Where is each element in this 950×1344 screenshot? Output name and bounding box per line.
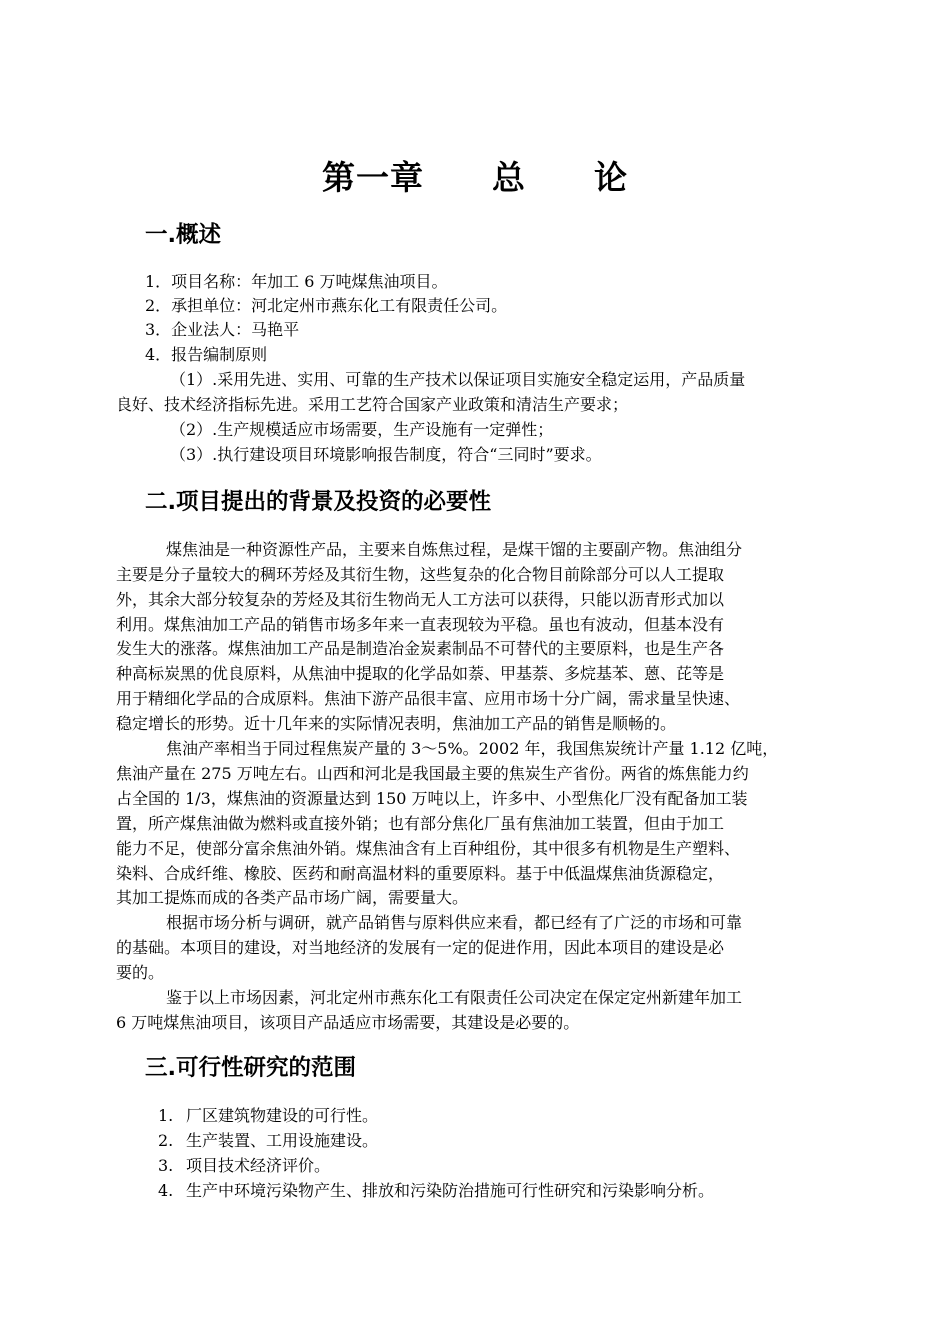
list-text: 生产装置、工用设施建设。 [186,1131,379,1150]
body-line: 6 万吨煤焦油项目，该项目产品适应市场需要，其建设是必要的。 [116,1013,580,1032]
section-heading-scope: 三.可行性研究的范围 [145,1055,357,1081]
body-line: 焦油产量在 275 万吨左右。山西和河北是我国最主要的焦炭生产省份。两省的炼焦能力约 [116,764,749,783]
body-line: 其加工提炼而成的各类产品市场广阔，需要量大。 [116,888,469,907]
overview-item: 4．报告编制原则 [145,345,268,364]
list-number: 1. [158,1106,174,1125]
body-line: 染料、合成纤维、橡胶、医药和耐高温材料的重要原料。基于中低温煤焦油货源稳定， [116,864,725,883]
body-line: 的基础。本项目的建设，对当地经济的发展有一定的促进作用，因此本项目的建设是必 [116,938,725,957]
list-text: 项目技术经济评价。 [186,1156,331,1175]
overview-item: 1．项目名称：年加工 6 万吨煤焦油项目。 [145,272,448,291]
chapter-title: 第一章 总 论 [322,158,628,197]
scope-list-item [158,1129,378,1153]
principle-line: （1）.采用先进、实用、可靠的生产技术以保证项目实施安全稳定运用，产品质量 [170,370,746,389]
list-text: 厂区建筑物建设的可行性。 [186,1106,379,1125]
overview-item: 3．企业法人：马艳平 [145,320,300,339]
body-line: 外，其余大部分较复杂的芳烃及其衍生物尚无人工方法可以获得，只能以沥青形式加以 [116,590,725,609]
body-line: 稳定增长的形势。近十几年来的实际情况表明，焦油加工产品的销售是顺畅的。 [116,714,677,733]
body-line: 种高标炭黑的优良原料，从焦油中提取的化学品如萘、甲基萘、多烷基苯、蒽、芘等是 [116,664,725,683]
body-line: 主要是分子量较大的稠环芳烃及其衍生物，这些复杂的化合物目前除部分可以人工提取 [116,565,725,584]
principle-line: （3）.执行建设项目环境影响报告制度，符合“三同时”要求。 [170,445,602,464]
list-text: 生产中环境污染物产生、排放和污染防治措施可行性研究和污染影响分析。 [186,1181,715,1200]
scope-list-item [158,1179,714,1203]
body-line: 占全国的 1/3，煤焦油的资源量达到 150 万吨以上，许多中、小型焦化厂没有配备加工装 [116,789,748,808]
body-line: 鉴于以上市场因素，河北定州市燕东化工有限责任公司决定在保定定州新建年加工 [166,988,743,1007]
section-heading-background: 二.项目提出的背景及投资的必要性 [145,489,492,515]
section-heading-overview: 一.概述 [145,222,222,248]
list-number: 4. [158,1181,174,1200]
body-line: 置，所产煤焦油做为燃料或直接外销；也有部分焦化厂虽有焦油加工装置，但由于加工 [116,814,725,833]
body-line: 能力不足，使部分富余焦油外销。煤焦油含有上百种组份，其中很多有机物是生产塑料、 [116,839,741,858]
principle-line: 良好、技术经济指标先进。采用工艺符合国家产业政策和清洁生产要求； [116,395,629,414]
list-number: 3. [158,1156,174,1175]
scope-list-item [158,1104,378,1128]
principle-line: （2）.生产规模适应市场需要，生产设施有一定弹性； [170,420,554,439]
body-line: 煤焦油是一种资源性产品，主要来自炼焦过程，是煤干馏的主要副产物。焦油组分 [166,540,743,559]
body-line: 发生大的涨落。煤焦油加工产品是制造冶金炭素制品不可替代的主要原料，也是生产各 [116,639,725,658]
body-line: 根据市场分析与调研，就产品销售与原料供应来看，都已经有了广泛的市场和可靠 [166,913,743,932]
body-line: 用于精细化学品的合成原料。焦油下游产品很丰富、应用市场十分广阔，需求量呈快速、 [116,689,741,708]
body-line: 焦油产率相当于同过程焦炭产量的 3～5%。2002 年，我国焦炭统计产量 1.12 亿吨， [166,739,779,758]
list-number: 2. [158,1131,174,1150]
overview-item: 2．承担单位：河北定州市燕东化工有限责任公司。 [145,296,508,315]
body-line: 要的。 [116,963,165,982]
body-line: 利用。煤焦油加工产品的销售市场多年来一直表现较为平稳。虽也有波动，但基本没有 [116,615,725,634]
scope-list-item [158,1154,330,1178]
